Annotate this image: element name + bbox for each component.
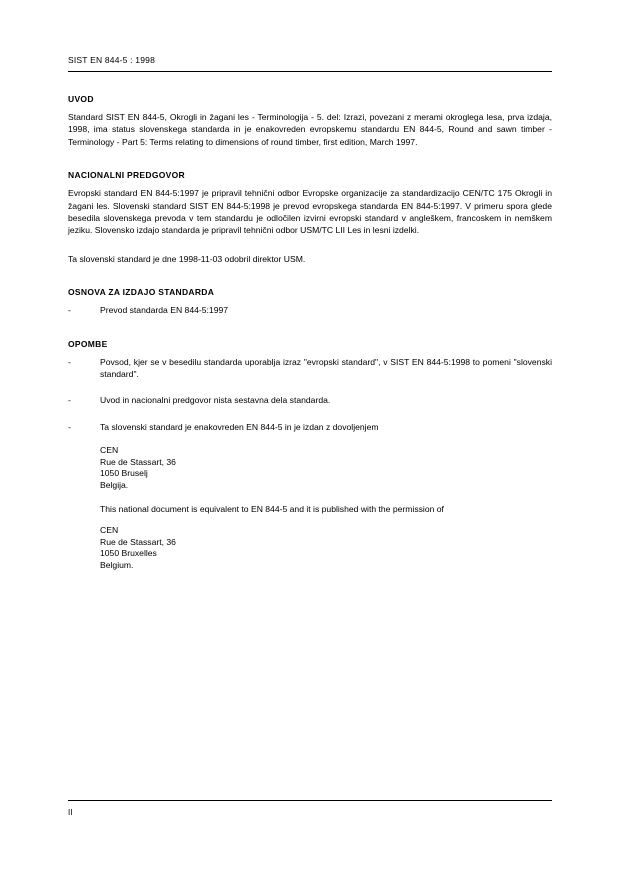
address-city: 1050 Bruselj bbox=[100, 468, 148, 479]
page-header bbox=[68, 55, 552, 72]
list-bullet-dash: - bbox=[68, 305, 71, 316]
list-bullet-dash: - bbox=[68, 421, 71, 432]
uvod-paragraph: Standard SIST EN 844-5, Okrogli in žagani les - Terminologija - 5. del: Izrazi, povezani z merami okroglega lesa, prva izdaja, 1998, ima status slovenskega standarda in je enakovreden evropskemu standardu EN 844-5, Round and sawn timber - Terminology - Part 5: Terms relating to dimensions of round timber, first edition, March 1997. bbox=[68, 112, 552, 147]
list-bullet-dash: - bbox=[68, 395, 71, 406]
list-item-text: Ta slovenski standard je enakovreden EN 844-5 in je izdan z dovoljenjem bbox=[100, 421, 379, 432]
standard-reference: SIST EN 844-5 : 1998 bbox=[68, 55, 156, 65]
nacionalni-predgovor-paragraph-2: Ta slovenski standard je dne 1998-11-03 odobril direktor USM. bbox=[68, 253, 306, 264]
address-street: Rue de Stassart, 36 bbox=[100, 536, 176, 547]
list-item bbox=[68, 394, 552, 406]
address-street: Rue de Stassart, 36 bbox=[100, 456, 176, 467]
opombe-list bbox=[68, 356, 552, 434]
page-content bbox=[68, 55, 552, 583]
list-item-text: Prevod standarda EN 844-5:1997 bbox=[100, 305, 229, 316]
address-block-english bbox=[100, 525, 552, 571]
section-heading-nacionalni-predgovor: NACIONALNI PREDGOVOR bbox=[68, 170, 185, 181]
address-organisation: CEN bbox=[100, 525, 119, 536]
section-heading-uvod: UVOD bbox=[68, 94, 94, 104]
list-item bbox=[68, 356, 552, 381]
list-item bbox=[68, 304, 552, 316]
section-heading-osnova: OSNOVA ZA IZDAJO STANDARDA bbox=[68, 287, 215, 298]
address-block-slovenian bbox=[100, 445, 552, 491]
address-country: Belgium. bbox=[100, 559, 134, 570]
section-heading-opombe: OPOMBE bbox=[68, 338, 108, 349]
list-item-text: Povsod, kjer se v besedilu standarda uporablja izraz "evropski standard", v SIST EN 844-5:1998 to pomeni "slovenski standard". bbox=[100, 356, 552, 380]
page-number: II bbox=[68, 808, 73, 817]
list-item-text: Uvod in nacionalni predgovor nista sestavna dela standarda. bbox=[100, 395, 331, 406]
list-bullet-dash: - bbox=[68, 356, 71, 367]
page-footer bbox=[68, 800, 552, 817]
permission-note-english: This national document is equivalent to EN 844-5 and it is published with the permission of bbox=[100, 503, 444, 514]
address-city: 1050 Bruxelles bbox=[100, 548, 157, 559]
osnova-list bbox=[68, 304, 552, 316]
footer-divider bbox=[68, 800, 552, 801]
address-country: Belgija. bbox=[100, 479, 129, 490]
list-item bbox=[68, 421, 552, 433]
address-organisation: CEN bbox=[100, 445, 119, 456]
nacionalni-predgovor-paragraph-1: Evropski standard EN 844-5:1997 je pripravil tehnični odbor Evropske organizacije za standardizacijo CEN/TC 175 Okrogli in žagani les. Slovenski standard SIST EN 844-5:1998 je prevod evropskega standarda EN 844-5:1997. V primeru spora glede besedila slovenskega prevoda v tem standardu je odločilen izvirni evropski standard v angleškem, francoskem in nemškem jeziku. Slovensko izdajo standarda je pripravil tehnični odbor USM/TC LII Les in lesni izdelki. bbox=[68, 188, 552, 236]
